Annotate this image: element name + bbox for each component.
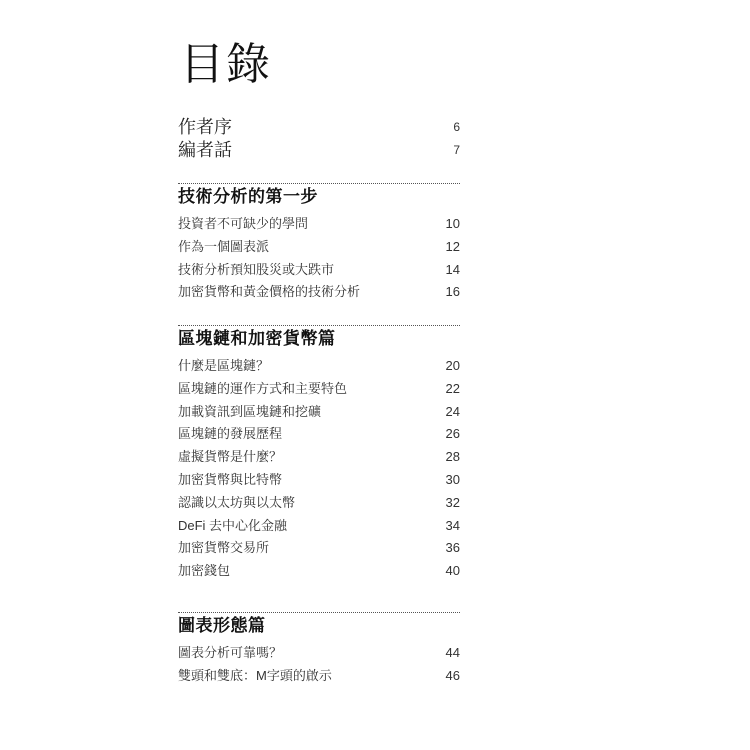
entry-page-number: 10 xyxy=(445,216,460,231)
toc-entry xyxy=(178,537,460,560)
toc-entry xyxy=(178,469,460,492)
toc-section xyxy=(178,183,460,304)
section-heading: 圖表形態篇 xyxy=(178,616,266,635)
entry-title: 虛擬貨幣是什麼？ xyxy=(178,449,283,465)
toc-entry xyxy=(178,515,460,538)
toc-entry xyxy=(178,378,460,401)
entry-page-number: 46 xyxy=(445,667,460,683)
entry-page-number: 28 xyxy=(445,449,460,465)
entry-page-number: 7 xyxy=(453,143,460,157)
entry-title: 投資者不可缺少的學問 xyxy=(178,216,309,231)
toc-entry xyxy=(178,213,460,236)
entry-page-number: 44 xyxy=(445,645,460,660)
entry-page-number: 16 xyxy=(445,284,460,300)
toc-section xyxy=(178,325,460,583)
toc-entry xyxy=(178,236,460,259)
section-heading: 區塊鏈和加密貨幣篇 xyxy=(178,329,336,348)
toc-entry xyxy=(178,355,460,378)
toc-entry xyxy=(178,401,460,424)
entry-title: 技術分析預知股災或大跌市 xyxy=(178,261,335,277)
entry-page-number: 30 xyxy=(445,471,460,487)
entry-title: 區塊鏈的運作方式和主要特色 xyxy=(178,380,348,396)
entry-title: 加密貨幣和黃金價格的技術分析 xyxy=(178,284,361,300)
toc-entry xyxy=(178,259,460,282)
entry-title: 作者序 xyxy=(178,117,232,137)
entry-title: 作為一個圖表派 xyxy=(178,238,270,254)
toc-entry xyxy=(178,560,460,583)
entry-page-number: 24 xyxy=(445,403,460,419)
page-title: 目錄 xyxy=(180,40,272,89)
entry-page-number: 34 xyxy=(445,517,460,533)
entry-title: DeFi 去中心化金融 xyxy=(178,517,288,533)
section-entries xyxy=(178,642,460,688)
toc-entry xyxy=(178,642,460,665)
toc-entry xyxy=(178,446,460,469)
entry-title: 加密貨幣與比特幣 xyxy=(178,471,283,487)
entry-page-number: 12 xyxy=(445,238,460,254)
entry-page-number: 14 xyxy=(445,261,460,277)
entry-page-number: 20 xyxy=(445,358,460,373)
entry-title: 雙頭和雙底：M字頭的啟示 xyxy=(178,667,332,683)
entry-title: 加密貨幣交易所 xyxy=(178,540,270,556)
toc-entry xyxy=(178,116,460,139)
entry-page-number: 32 xyxy=(445,494,460,510)
toc-entry xyxy=(178,492,460,515)
entry-title: 什麼是區塊鏈？ xyxy=(178,358,270,373)
toc-section xyxy=(178,612,460,688)
section-entries xyxy=(178,355,460,583)
entry-title: 加密錢包 xyxy=(178,563,231,579)
section-entries xyxy=(178,213,460,304)
front-matter-list xyxy=(178,116,460,162)
toc-entry xyxy=(178,665,460,688)
entry-page-number: 6 xyxy=(453,120,460,134)
entry-title: 區塊鏈的發展歷程 xyxy=(178,426,283,442)
toc-entry xyxy=(178,281,460,304)
section-heading: 技術分析的第一步 xyxy=(178,187,318,206)
toc-entry xyxy=(178,423,460,446)
entry-page-number: 40 xyxy=(445,563,460,579)
entry-page-number: 36 xyxy=(445,540,460,556)
entry-title: 編者話 xyxy=(178,140,232,160)
toc-entry xyxy=(178,139,460,162)
entry-title: 圖表分析可靠嗎？ xyxy=(178,645,283,660)
entry-page-number: 26 xyxy=(445,426,460,442)
entry-page-number: 22 xyxy=(445,380,460,396)
entry-title: 加載資訊到區塊鏈和挖礦 xyxy=(178,403,322,419)
entry-title: 認識以太坊與以太幣 xyxy=(178,494,296,510)
